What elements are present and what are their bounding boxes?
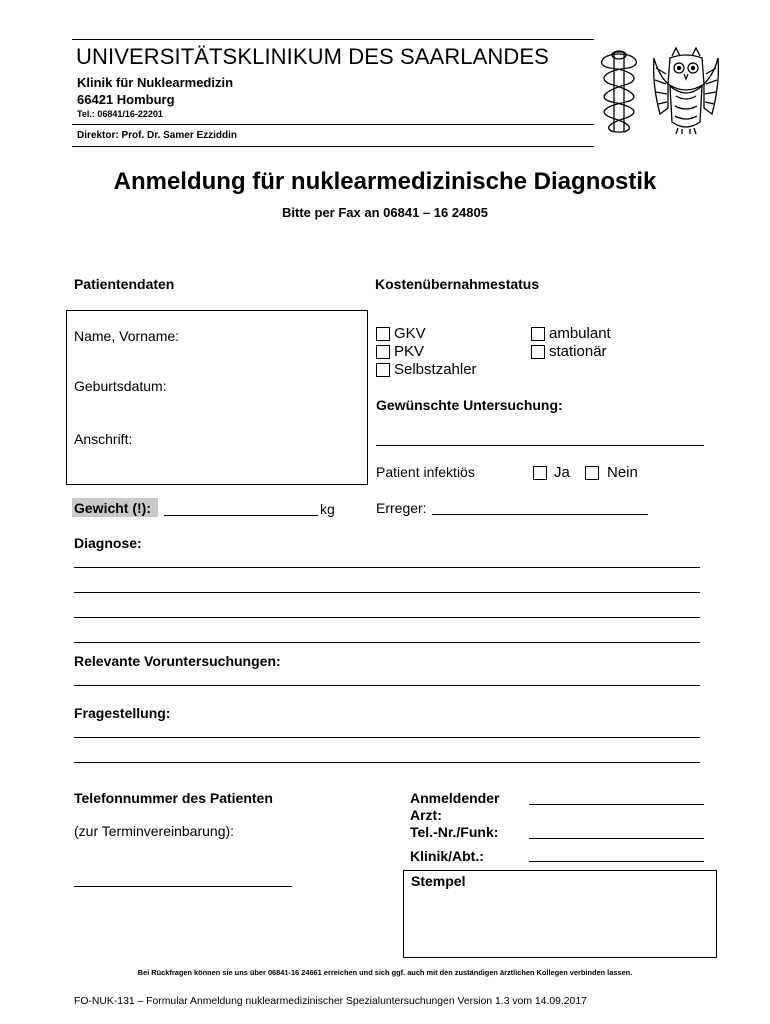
patient-phone-field[interactable] [74,886,292,887]
patient-section-label: Patientendaten [74,276,175,292]
diagnosis-line-1[interactable] [74,567,700,568]
checkbox-gkv[interactable] [376,327,390,341]
header-bottom-rule [72,146,594,147]
infectious-yes-label: Ja [554,464,570,481]
question-label: Fragestellung: [74,705,171,721]
stamp-label: Stempel [411,873,466,889]
address-label: Anschrift: [74,431,133,447]
clinic-dept-field[interactable] [529,861,704,862]
option-ambulant-label: ambulant [549,325,611,342]
weight-unit: kg [320,501,335,517]
pathogen-label: Erreger: [376,500,427,516]
header-top-rule [72,39,594,40]
exam-label: Gewünschte Untersuchung: [376,397,563,413]
form-id: FO-NUK-131 – Formular Anmeldung nuklearmedizinischer Spezialuntersuchungen Version 1.3 vom 14.09.2017 [74,996,587,1007]
doctor-phone-label: Tel.-Nr./Funk: [410,824,499,840]
diagnosis-line-2[interactable] [74,592,700,593]
name-label: Name, Vorname: [74,328,180,344]
infectious-no-label: Nein [607,464,638,481]
diagnosis-line-3[interactable] [74,617,700,618]
clinic-name: Klinik für Nuklearmedizin [77,75,234,90]
exam-field[interactable] [376,445,704,446]
checkbox-infectious-yes[interactable] [533,466,547,480]
header-mid-rule [72,124,594,125]
weight-field[interactable] [164,515,318,516]
pathogen-field[interactable] [432,514,648,515]
form-title: Anmeldung für nuklearmedizinische Diagnostik [113,168,657,195]
option-stationaer-label: stationär [549,343,607,360]
cost-section-label: Kostenübernahmestatus [375,276,540,292]
prior-exams-line[interactable] [74,685,700,686]
checkbox-infectious-no[interactable] [585,466,599,480]
checkbox-stationaer[interactable] [531,345,545,359]
patient-phone-label: Telefonnummer des Patienten [74,790,273,806]
fax-note: Bitte per Fax an 06841 – 16 24805 [282,205,488,220]
clinic-dept-label: Klinik/Abt.: [410,848,484,864]
question-line-1[interactable] [74,737,700,738]
weight-label: Gewicht (!): [74,500,151,516]
checkbox-ambulant[interactable] [531,327,545,341]
clinic-director: Direktor: Prof. Dr. Samer Ezziddin [77,130,238,141]
question-line-2[interactable] [74,762,700,763]
diagnosis-line-4[interactable] [74,642,700,643]
university-name: UNIVERSITÄTSKLINIKUM DES SAARLANDES [76,44,549,69]
patient-phone-sublabel: (zur Terminvereinbarung): [74,823,235,839]
clinic-phone: Tel.: 06841/16-22201 [77,109,163,119]
option-gkv-label: GKV [394,325,426,342]
diagnosis-label: Diagnose: [74,535,142,551]
clinic-city: 66421 Homburg [77,92,175,107]
doctor-label-line2: Arzt: [410,807,442,823]
contact-note: Bei Rückfragen können sie uns über 06841-16 24661 erreichen und sich ggf. auch mit den zuständigen ärztlichen Kollegen verbinden lassen. [137,968,633,977]
doctor-phone-field[interactable] [529,838,704,839]
doctor-label-line1: Anmeldender [410,790,500,806]
checkbox-pkv[interactable] [376,345,390,359]
doctor-field[interactable] [529,804,704,805]
infectious-label: Patient infektiös [376,464,475,480]
owl-crest-icon [650,44,722,136]
caduceus-icon [592,48,646,136]
checkbox-selbstzahler[interactable] [376,363,390,377]
birthdate-label: Geburtsdatum: [74,378,167,394]
prior-exams-label: Relevante Voruntersuchungen: [74,653,281,669]
option-selbstzahler-label: Selbstzahler [394,361,477,378]
option-pkv-label: PKV [394,343,425,360]
